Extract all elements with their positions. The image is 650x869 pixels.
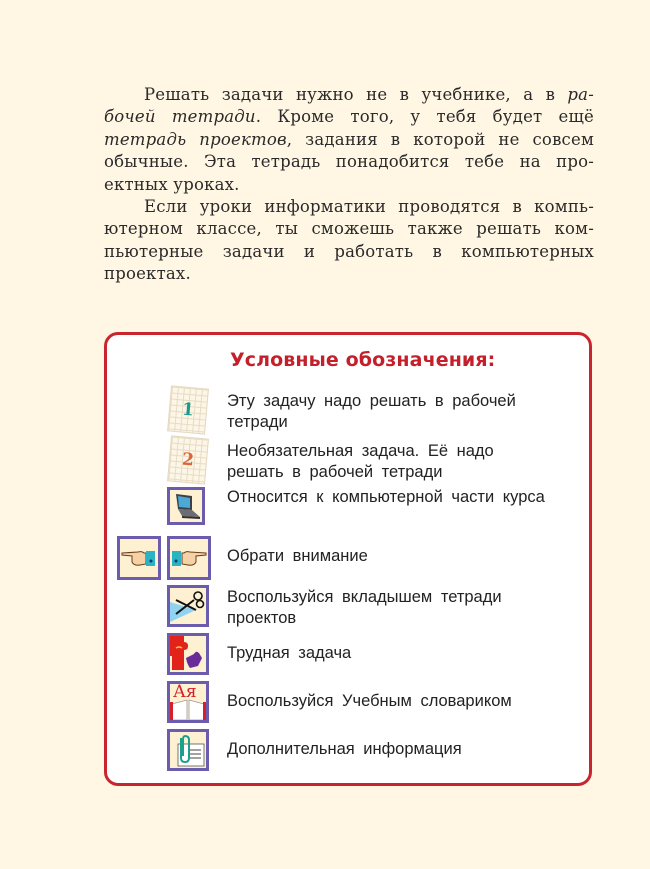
- legend-item-text: Обрати внимание: [227, 547, 368, 565]
- p1-line-1: Решать задачи нужно не в учебнике, а в ра-: [144, 85, 594, 104]
- dictionary-letters: Ая: [173, 682, 197, 702]
- legend-box: [104, 332, 592, 786]
- task-number-2: 2: [181, 449, 195, 471]
- legend-title: Условные обозначения:: [230, 349, 496, 371]
- optional-task-2-icon: [167, 435, 209, 484]
- p2-line-1: Если уроки информатики проводятся в компь-: [144, 197, 594, 217]
- pointing-hand-left-icon: [117, 536, 161, 580]
- pointing-hand-right-icon: [167, 536, 211, 580]
- legend-item-text: Воспользуйся Учебным словариком: [227, 692, 512, 710]
- workbook-task-1-icon: [167, 385, 209, 434]
- legend-item-text: Дополнительная информация: [227, 740, 462, 758]
- intro-text: [104, 84, 594, 286]
- p1-line-5: ектных уроках.: [104, 174, 240, 194]
- p1-line-2: бочей тетради. Кроме того, у тебя будет ещё: [104, 107, 594, 127]
- legend-item-text: Эту задачу надо решать в рабочей тетради: [227, 392, 516, 431]
- puzzle-icon: [167, 633, 209, 675]
- p2-line-2: ютерном классе, ты сможешь также решать ком-: [104, 219, 594, 239]
- scissors-icon: [167, 585, 209, 627]
- legend-item-text: Необязательная задача. Её надо решать в рабочей тетради: [227, 442, 494, 481]
- p2-line-3: пьютерные задачи и работать в компьютерных: [104, 241, 594, 261]
- p1-line-4: обычные. Эта тетрадь понадобится тебе на про-: [104, 152, 594, 172]
- task-number-1: 1: [181, 399, 195, 421]
- legend-item-text: Относится к компьютерной части курса: [227, 488, 545, 506]
- paragraph-1: [104, 84, 594, 196]
- legend-item-text: Воспользуйся вкладышем тетради проектов: [227, 588, 502, 627]
- dictionary-icon: [167, 681, 209, 723]
- paragraph-2: [104, 196, 594, 286]
- laptop-icon: [167, 487, 205, 525]
- p1-line-3: тетрадь проектов, задания в которой не совсем: [104, 129, 594, 149]
- p2-line-4: проектах.: [104, 264, 191, 284]
- legend-item-text: Трудная задача: [227, 644, 352, 662]
- paperclip-note-icon: [167, 729, 209, 771]
